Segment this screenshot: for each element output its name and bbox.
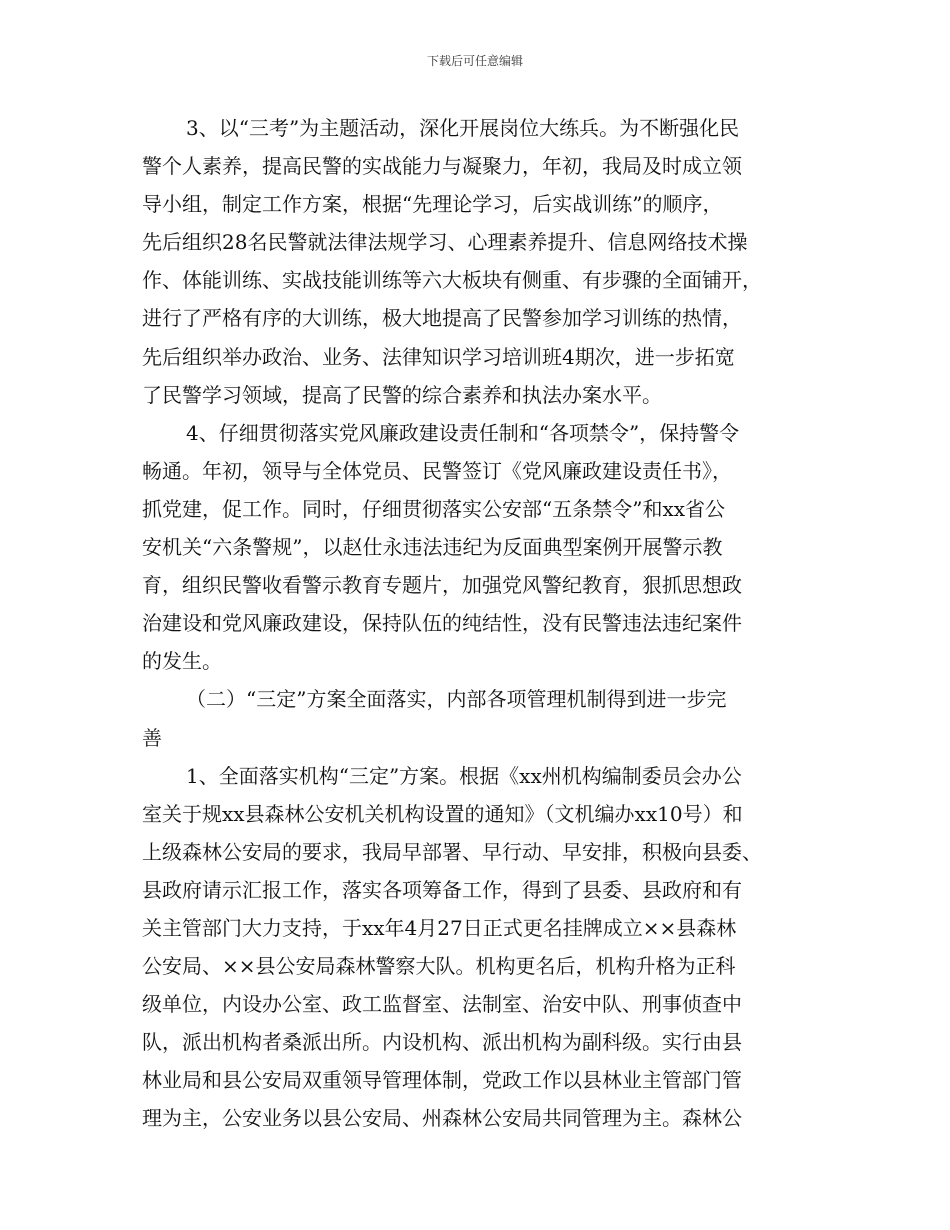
paragraph-line: 的发生。	[142, 649, 222, 674]
paragraph-line: 进行了严格有序的大训练，极大地提高了民警参加学习训练的热情，	[142, 306, 742, 331]
paragraph-line: 关主管部门大力支持，于xx年4月27日正式更名挂牌成立××县森林	[142, 915, 737, 940]
paragraph-line: 作、体能训练、实战技能训练等六大板块有侧重、有步骤的全面铺开，	[142, 268, 762, 293]
paragraph-line: 理为主，公安业务以县公安局、州森林公安局共同管理为主。森林公	[142, 1106, 742, 1131]
paragraph-line: 级单位，内设办公室、政工监督室、法制室、治安中队、刑事侦查中	[142, 992, 742, 1017]
paragraph-line: 林业局和县公安局双重领导管理体制，党政工作以县林业主管部门管	[142, 1068, 742, 1093]
section-heading-line: （二）“三定”方案全面落实，内部各项管理机制得到进一步完	[186, 687, 727, 712]
paragraph-line: 警个人素养，提高民警的实战能力与凝聚力，年初，我局及时成立领	[142, 154, 742, 179]
paragraph-line: 导小组，制定工作方案，根据“先理论学习，后实战训练”的顺序，	[142, 192, 723, 217]
paragraph-line: 先后组织举办政治、业务、法律知识学习培训班4期次，进一步拓宽	[142, 344, 735, 369]
paragraph-line: 抓党建，促工作。同时，仔细贯彻落实公安部“五条禁令”和xx省公	[142, 496, 726, 521]
page-header: 下载后可任意编辑	[426, 54, 523, 68]
paragraph-line: 治建设和党风廉政建设，保持队伍的纯结性，没有民警违法违纪案件	[142, 611, 742, 636]
paragraph-line: 了民警学习领域，提高了民警的综合素养和执法办案水平。	[142, 382, 662, 407]
paragraph-line: 上级森林公安局的要求，我局早部署、早行动、早安排，积极向县委、	[142, 839, 762, 864]
paragraph-line: 队，派出机构者桑派出所。内设机构、派出机构为副科级。实行由县	[142, 1030, 742, 1055]
paragraph-line: 畅通。年初，领导与全体党员、民警签订《党风廉政建设责任书》，	[142, 458, 732, 483]
paragraph-line: 4、仔细贯彻落实党风廉政建设责任制和“各项禁令”，保持警令	[186, 420, 740, 445]
paragraph-line: 育，组织民警收看警示教育专题片，加强党风警纪教育，狠抓思想政	[142, 573, 742, 598]
document-body	[142, 109, 822, 1138]
paragraph-line: 室关于规xx县森林公安机关机构设置的通知》（文机编办xx10号）和	[142, 801, 743, 826]
paragraph-line: 安机关“六条警规”，以赵仕永违法违纪为反面典型案例开展警示教	[142, 535, 723, 560]
paragraph-line: 公安局、××县公安局森林警察大队。机构更名后，机构升格为正科	[142, 954, 736, 979]
paragraph-line: 3、以“三考”为主题活动，深化开展岗位大练兵。为不断强化民	[186, 116, 740, 140]
paragraph-line: 县政府请示汇报工作，落实各项筹备工作，得到了县委、县政府和有	[142, 877, 742, 902]
paragraph-line: 1、全面落实机构“三定”方案。根据《xx州机构编制委员会办公	[186, 763, 742, 788]
paragraph-line: 先后组织28名民警就法律法规学习、心理素养提升、信息网络技术操	[142, 230, 748, 255]
section-heading-line: 善	[142, 725, 162, 750]
